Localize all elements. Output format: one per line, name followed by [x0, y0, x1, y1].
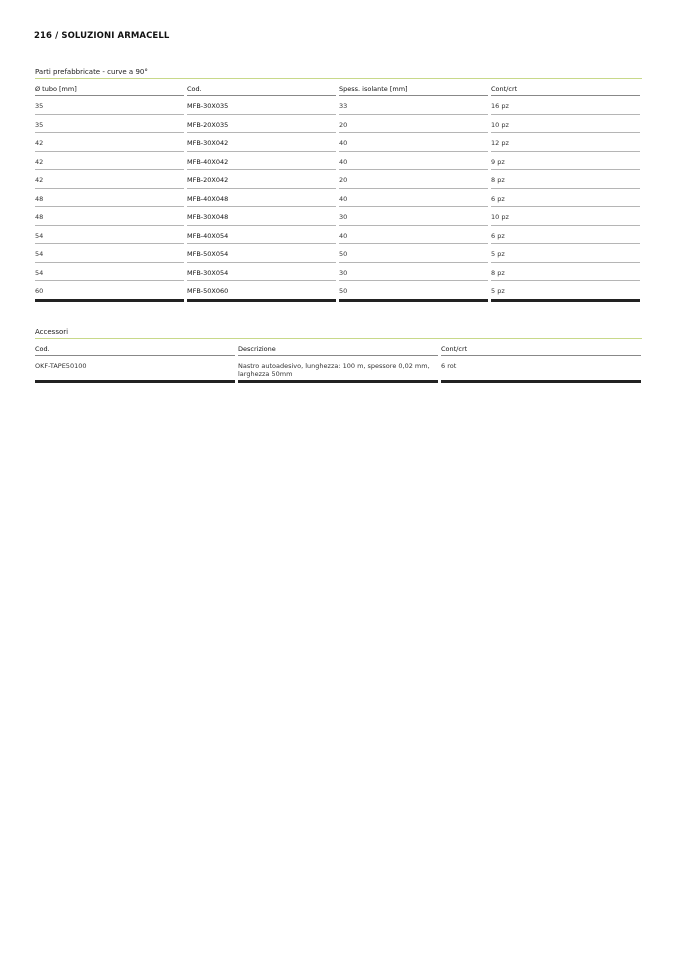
- table-cell: 9 pz: [491, 152, 640, 171]
- table-cell: 10 pz: [491, 115, 640, 134]
- table-cell: 40: [339, 189, 488, 208]
- table-cell: 40: [339, 226, 488, 245]
- table-cell: 8 pz: [491, 170, 640, 189]
- table-cell: MFB-40X042: [187, 152, 336, 171]
- table-cell: MFB-40X054: [187, 226, 336, 245]
- table-cell: 16 pz: [491, 96, 640, 115]
- table-cell: MFB-30X035: [187, 96, 336, 115]
- accessories-table: [35, 339, 642, 383]
- table-cell: 54: [35, 263, 184, 282]
- table-cell: 6 pz: [491, 226, 640, 245]
- table-cell: 20: [339, 115, 488, 134]
- table-cell: 35: [35, 96, 184, 115]
- table-cell: 50: [339, 244, 488, 263]
- table-cell: OKF-TAPE50100: [35, 356, 235, 383]
- table-cell: 40: [339, 152, 488, 171]
- table-cell: 60: [35, 281, 184, 302]
- header-description: Descrizione: [238, 339, 438, 356]
- prefab-curves-table: [35, 79, 642, 302]
- table-cell: 30: [339, 207, 488, 226]
- table-cell: 35: [35, 115, 184, 134]
- table-cell: MFB-50X054: [187, 244, 336, 263]
- table-cell: 54: [35, 244, 184, 263]
- table-cell: 50: [339, 281, 488, 302]
- table-cell: MFB-50X060: [187, 281, 336, 302]
- header-code: Cod.: [35, 339, 235, 356]
- table-cell: 12 pz: [491, 133, 640, 152]
- accessories-table-section: [35, 326, 642, 383]
- table-cell: 42: [35, 133, 184, 152]
- table-cell: 10 pz: [491, 207, 640, 226]
- header-units-per-box: Cont/crt: [441, 339, 641, 356]
- table-cell: Nastro autoadesivo, lunghezza: 100 m, spessore 0,02 mm, larghezza 50mm: [238, 356, 438, 383]
- table-cell: MFB-30X042: [187, 133, 336, 152]
- table-cell: MFB-20X035: [187, 115, 336, 134]
- table-cell: MFB-20X042: [187, 170, 336, 189]
- prefab-curves-table-section: [35, 66, 642, 302]
- table-cell: 54: [35, 226, 184, 245]
- table-cell: MFB-30X048: [187, 207, 336, 226]
- table-cell: MFB-30X054: [187, 263, 336, 282]
- table-cell: 42: [35, 170, 184, 189]
- prefab-curves-title: Parti prefabbricate - curve a 90°: [35, 66, 642, 79]
- header-code: Cod.: [187, 79, 336, 96]
- table-cell: 42: [35, 152, 184, 171]
- table-cell: MFB-40X048: [187, 189, 336, 208]
- table-cell: 20: [339, 170, 488, 189]
- header-pipe-diameter: Ø tubo [mm]: [35, 79, 184, 96]
- table-cell: 6 rot: [441, 356, 641, 383]
- table-cell: 48: [35, 189, 184, 208]
- table-cell: 5 pz: [491, 281, 640, 302]
- header-insulation-thickness: Spess. isolante [mm]: [339, 79, 488, 96]
- table-cell: 5 pz: [491, 244, 640, 263]
- table-cell: 30: [339, 263, 488, 282]
- table-cell: 6 pz: [491, 189, 640, 208]
- accessories-title: Accessori: [35, 326, 642, 339]
- table-cell: 33: [339, 96, 488, 115]
- header-units-per-box: Cont/crt: [491, 79, 640, 96]
- table-cell: 8 pz: [491, 263, 640, 282]
- page-header: 216 / SOLUZIONI ARMACELL: [34, 31, 170, 41]
- table-cell: 48: [35, 207, 184, 226]
- table-cell: 40: [339, 133, 488, 152]
